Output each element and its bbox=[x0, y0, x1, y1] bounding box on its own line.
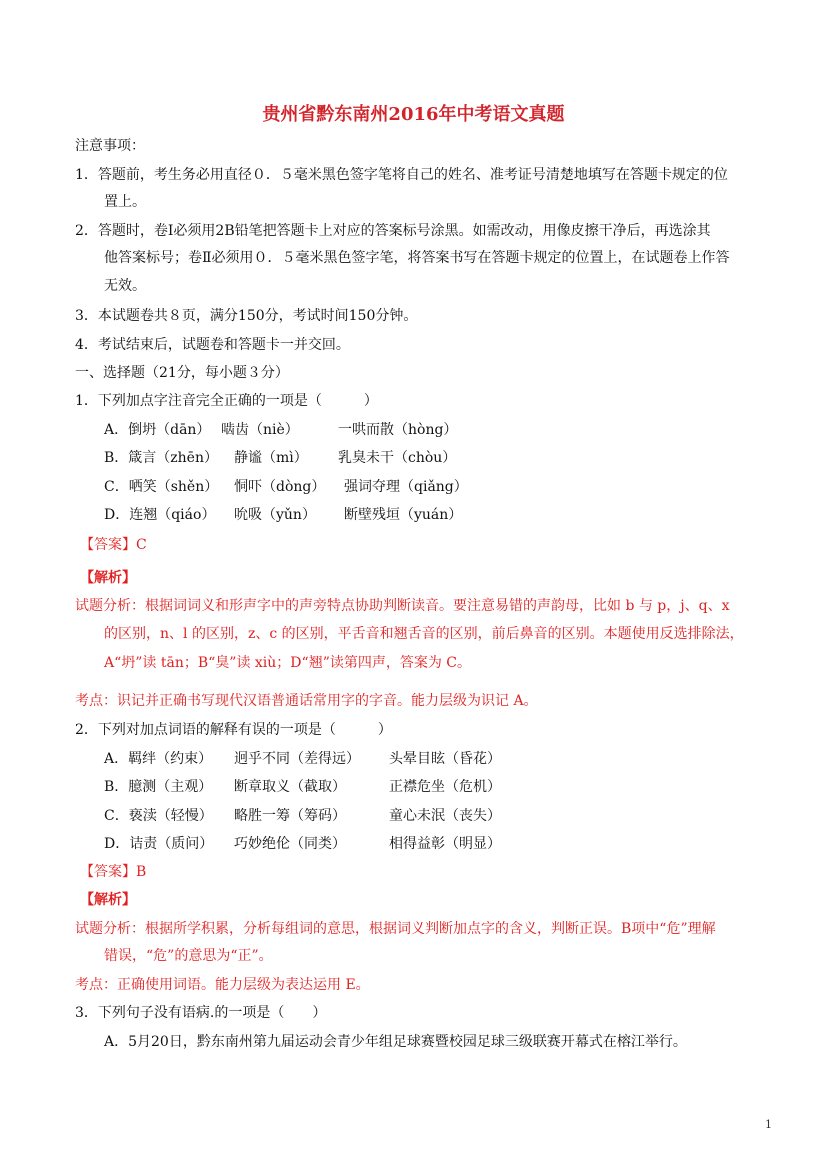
analysis-line: 的区别，n、l 的区别，z、c 的区别，平舌音和翘舌音的区别，前后鼻音的区别。本题使用反选排除法， bbox=[104, 626, 744, 642]
option-item: 啮齿（niè） bbox=[221, 422, 299, 438]
option-item: 断章取义（截取） bbox=[234, 779, 346, 795]
option-item: C．哂笑（shěn） bbox=[104, 479, 219, 495]
option-item: D．诘责（质问） bbox=[104, 836, 214, 852]
answer-label: 【答案】B bbox=[80, 864, 147, 880]
page-number: 1 bbox=[765, 1118, 772, 1131]
page-title: 贵州省黔东南州2016年中考语文真题 bbox=[262, 104, 565, 125]
option-row bbox=[104, 778, 501, 796]
option-item: 头晕目眩（昏花） bbox=[389, 751, 501, 767]
notice-header: 注意事项： bbox=[75, 138, 145, 154]
option-row bbox=[104, 807, 501, 825]
option-item: A．5月20日，黔东南州第九届运动会青少年组足球赛暨校园足球三级联赛开幕式在榕江举行。 bbox=[104, 1034, 687, 1050]
option-item: B．箴言（zhēn） bbox=[104, 450, 218, 466]
analysis-line: 试题分析：根据所学积累，分析每组词的意思，根据词义判断加点字的含义，判断正误。B项中“危”理解 bbox=[75, 921, 716, 937]
option-item: 一哄而散（hòng） bbox=[338, 422, 458, 438]
analysis-line: 错误，“危”的意思为“正”。 bbox=[104, 948, 273, 964]
analysis-line: 试题分析：根据词词义和形声字中的声旁特点协助判断读音。要注意易错的声韵母，比如 b 与 p，j、q、x bbox=[75, 598, 730, 614]
option-item: 童心未泯（丧失） bbox=[389, 808, 501, 824]
option-item: 断壁残垣（yuán） bbox=[344, 507, 463, 523]
kaodian-line: 考点：正确使用词语。能力层级为表达运用 E。 bbox=[75, 977, 370, 993]
option-item: 迥乎不同（差得远） bbox=[234, 751, 360, 767]
option-row bbox=[104, 506, 462, 524]
option-row bbox=[104, 449, 456, 467]
notice-line: 1．答题前，考生务必用直径０．５毫米黑色签字笔将自己的姓名、准考证号清楚地填写在答题卡规定的位 bbox=[75, 167, 728, 183]
option-item: 静谧（mì） bbox=[234, 450, 308, 466]
question-stem: 2．下列对加点词语的解释有误的一项是（ ） bbox=[75, 722, 392, 738]
analysis-line: A“坍”读 tān；B“臭”读 xiù；D“翘”读第四声，答案为 C。 bbox=[104, 655, 472, 671]
option-item: C．亵渎（轻慢） bbox=[104, 808, 213, 824]
notice-line: 2．答题时，卷Ⅰ必须用2B铅笔把答题卡上对应的答案标号涂黑。如需改动，用像皮擦干净后，再选涂其 bbox=[75, 223, 711, 239]
option-item: A．倒坍（dān） bbox=[104, 422, 211, 438]
option-item: 强词夺理（qiǎng） bbox=[344, 479, 468, 495]
section-heading: 一、选择题（21分，每小题３分） bbox=[75, 365, 289, 381]
option-item: 略胜一筹（筹码） bbox=[234, 808, 346, 824]
option-item: 乳臭未干（chòu） bbox=[338, 450, 457, 466]
analysis-label: 【解析】 bbox=[80, 892, 136, 908]
option-row bbox=[104, 835, 501, 853]
option-item: 吮吸（yǔn） bbox=[234, 507, 316, 523]
notice-line: 无效。 bbox=[104, 278, 146, 294]
notice-line: 他答案标号；卷Ⅱ必须用０．５毫米黑色签字笔，将答案书写在答题卡规定的位置上，在试题卷上作答 bbox=[104, 250, 730, 266]
question-stem: 1．下列加点字注音完全正确的一项是（ ） bbox=[75, 393, 378, 409]
option-row bbox=[104, 750, 501, 768]
answer-label: 【答案】C bbox=[80, 537, 147, 553]
option-item: 恫吓（dòng） bbox=[234, 479, 326, 495]
notice-line: 4．考试结束后，试题卷和答题卡一并交回。 bbox=[75, 337, 350, 353]
option-item: A．羁绊（约束） bbox=[104, 751, 213, 767]
kaodian-line: 考点：识记并正确书写现代汉语普通话常用字的字音。能力层级为识记 A。 bbox=[75, 693, 538, 709]
analysis-label: 【解析】 bbox=[80, 570, 136, 586]
option-item: 相得益彰（明显） bbox=[389, 836, 501, 852]
option-row bbox=[104, 478, 468, 496]
notice-line: 置上。 bbox=[104, 194, 146, 210]
notice-line: 3．本试题卷共８页，满分150分，考试时间150分钟。 bbox=[75, 308, 418, 324]
option-item: D．连翘（qiáo） bbox=[104, 507, 216, 523]
option-item: 巧妙绝伦（同类） bbox=[234, 836, 346, 852]
question-stem: 3．下列句子没有语病.的一项是（ ） bbox=[75, 1005, 327, 1021]
option-item: 正襟危坐（危机） bbox=[389, 779, 501, 795]
option-row bbox=[104, 421, 457, 439]
option-item: B．臆测（主观） bbox=[104, 779, 213, 795]
